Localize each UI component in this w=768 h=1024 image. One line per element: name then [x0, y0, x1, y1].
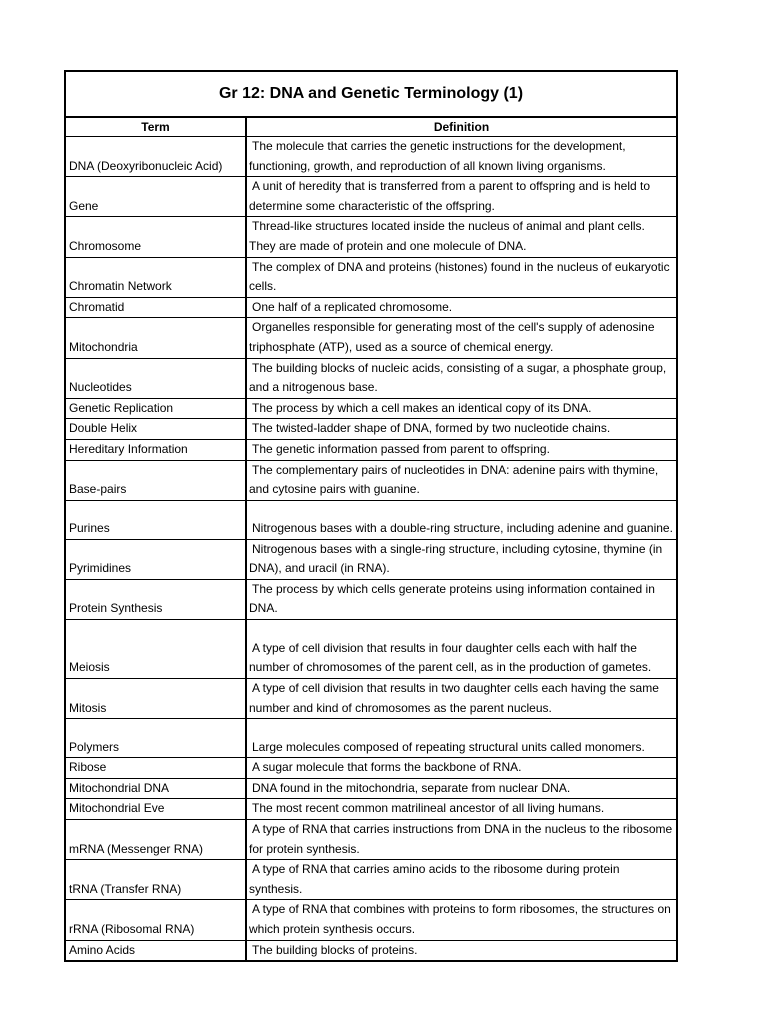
table-row: [66, 398, 676, 419]
definition-cell: A unit of heredity that is transferred from a parent to offspring and is held to determine some characteristic of the offspring.: [246, 177, 676, 217]
table-row: [66, 900, 676, 940]
definition-cell: The complex of DNA and proteins (histones) found in the nucleus of eukaryotic cells.: [246, 257, 676, 297]
term-cell: Hereditary Information: [66, 439, 246, 460]
table-row: [66, 579, 676, 619]
term-cell: DNA (Deoxyribonucleic Acid): [66, 137, 246, 177]
definition-cell: One half of a replicated chromosome.: [246, 297, 676, 318]
document-title: Gr 12: DNA and Genetic Terminology (1): [66, 72, 676, 118]
terminology-sheet: [64, 70, 678, 962]
definition-cell: Thread-like structures located inside the nucleus of animal and plant cells. They are made of protein and one molecule of DNA.: [246, 217, 676, 257]
table-body: [66, 137, 676, 961]
table-row: [66, 460, 676, 500]
table-row: [66, 500, 676, 539]
term-cell: Protein Synthesis: [66, 579, 246, 619]
table-row: [66, 419, 676, 440]
term-cell: Base-pairs: [66, 460, 246, 500]
table-row: [66, 820, 676, 860]
term-cell: Gene: [66, 177, 246, 217]
definition-cell: Organelles responsible for generating most of the cell's supply of adenosine triphosphate (ATP), used as a source of chemical energy.: [246, 318, 676, 358]
definition-cell: A type of RNA that carries instructions from DNA in the nucleus to the ribosome for protein synthesis.: [246, 820, 676, 860]
definition-cell: The molecule that carries the genetic instructions for the development, functioning, growth, and reproduction of all known living organisms.: [246, 137, 676, 177]
definition-cell: The process by which a cell makes an identical copy of its DNA.: [246, 398, 676, 419]
table-header-row: [66, 118, 676, 137]
table-row: [66, 719, 676, 758]
table-row: [66, 778, 676, 799]
table-row: [66, 620, 676, 679]
definition-cell: A type of RNA that carries amino acids to the ribosome during protein synthesis.: [246, 860, 676, 900]
definition-cell: The twisted-ladder shape of DNA, formed by two nucleotide chains.: [246, 419, 676, 440]
term-cell: Meiosis: [66, 620, 246, 679]
term-cell: tRNA (Transfer RNA): [66, 860, 246, 900]
definition-cell: Nitrogenous bases with a double-ring structure, including adenine and guanine.: [246, 500, 676, 539]
table-row: [66, 439, 676, 460]
term-cell: Chromatid: [66, 297, 246, 318]
term-cell: Chromosome: [66, 217, 246, 257]
term-cell: Chromatin Network: [66, 257, 246, 297]
definition-cell: A type of cell division that results in two daughter cells each having the same number and kind of chromosomes as the parent nucleus.: [246, 679, 676, 719]
table-row: [66, 358, 676, 398]
table-row: [66, 860, 676, 900]
definition-column-header: Definition: [246, 118, 676, 137]
table-row: [66, 940, 676, 960]
definition-cell: Large molecules composed of repeating structural units called monomers.: [246, 719, 676, 758]
term-cell: Polymers: [66, 719, 246, 758]
term-cell: Genetic Replication: [66, 398, 246, 419]
term-column-header: Term: [66, 118, 246, 137]
term-cell: Double Helix: [66, 419, 246, 440]
definition-cell: The building blocks of nucleic acids, consisting of a sugar, a phosphate group, and a nitrogenous base.: [246, 358, 676, 398]
definition-cell: The process by which cells generate proteins using information contained in DNA.: [246, 579, 676, 619]
table-row: [66, 758, 676, 779]
term-cell: Amino Acids: [66, 940, 246, 960]
definition-cell: The complementary pairs of nucleotides in DNA: adenine pairs with thymine, and cytosine pairs with guanine.: [246, 460, 676, 500]
table-row: [66, 318, 676, 358]
terminology-table: [66, 118, 676, 960]
term-cell: Purines: [66, 500, 246, 539]
table-row: [66, 137, 676, 177]
table-row: [66, 217, 676, 257]
table-row: [66, 679, 676, 719]
term-cell: Mitochondria: [66, 318, 246, 358]
table-row: [66, 539, 676, 579]
term-cell: Mitochondrial Eve: [66, 799, 246, 820]
term-cell: Ribose: [66, 758, 246, 779]
definition-cell: The building blocks of proteins.: [246, 940, 676, 960]
term-cell: rRNA (Ribosomal RNA): [66, 900, 246, 940]
table-row: [66, 799, 676, 820]
definition-cell: A sugar molecule that forms the backbone of RNA.: [246, 758, 676, 779]
term-cell: Mitochondrial DNA: [66, 778, 246, 799]
table-row: [66, 177, 676, 217]
table-row: [66, 257, 676, 297]
term-cell: Mitosis: [66, 679, 246, 719]
term-cell: mRNA (Messenger RNA): [66, 820, 246, 860]
definition-cell: DNA found in the mitochondria, separate from nuclear DNA.: [246, 778, 676, 799]
term-cell: Nucleotides: [66, 358, 246, 398]
definition-cell: The most recent common matrilineal ancestor of all living humans.: [246, 799, 676, 820]
definition-cell: Nitrogenous bases with a single-ring structure, including cytosine, thymine (in DNA), and uracil (in RNA).: [246, 539, 676, 579]
definition-cell: A type of cell division that results in four daughter cells each with half the number of chromosomes of the parent cell, as in the production of gametes.: [246, 620, 676, 679]
definition-cell: A type of RNA that combines with proteins to form ribosomes, the structures on which protein synthesis occurs.: [246, 900, 676, 940]
term-cell: Pyrimidines: [66, 539, 246, 579]
table-row: [66, 297, 676, 318]
definition-cell: The genetic information passed from parent to offspring.: [246, 439, 676, 460]
